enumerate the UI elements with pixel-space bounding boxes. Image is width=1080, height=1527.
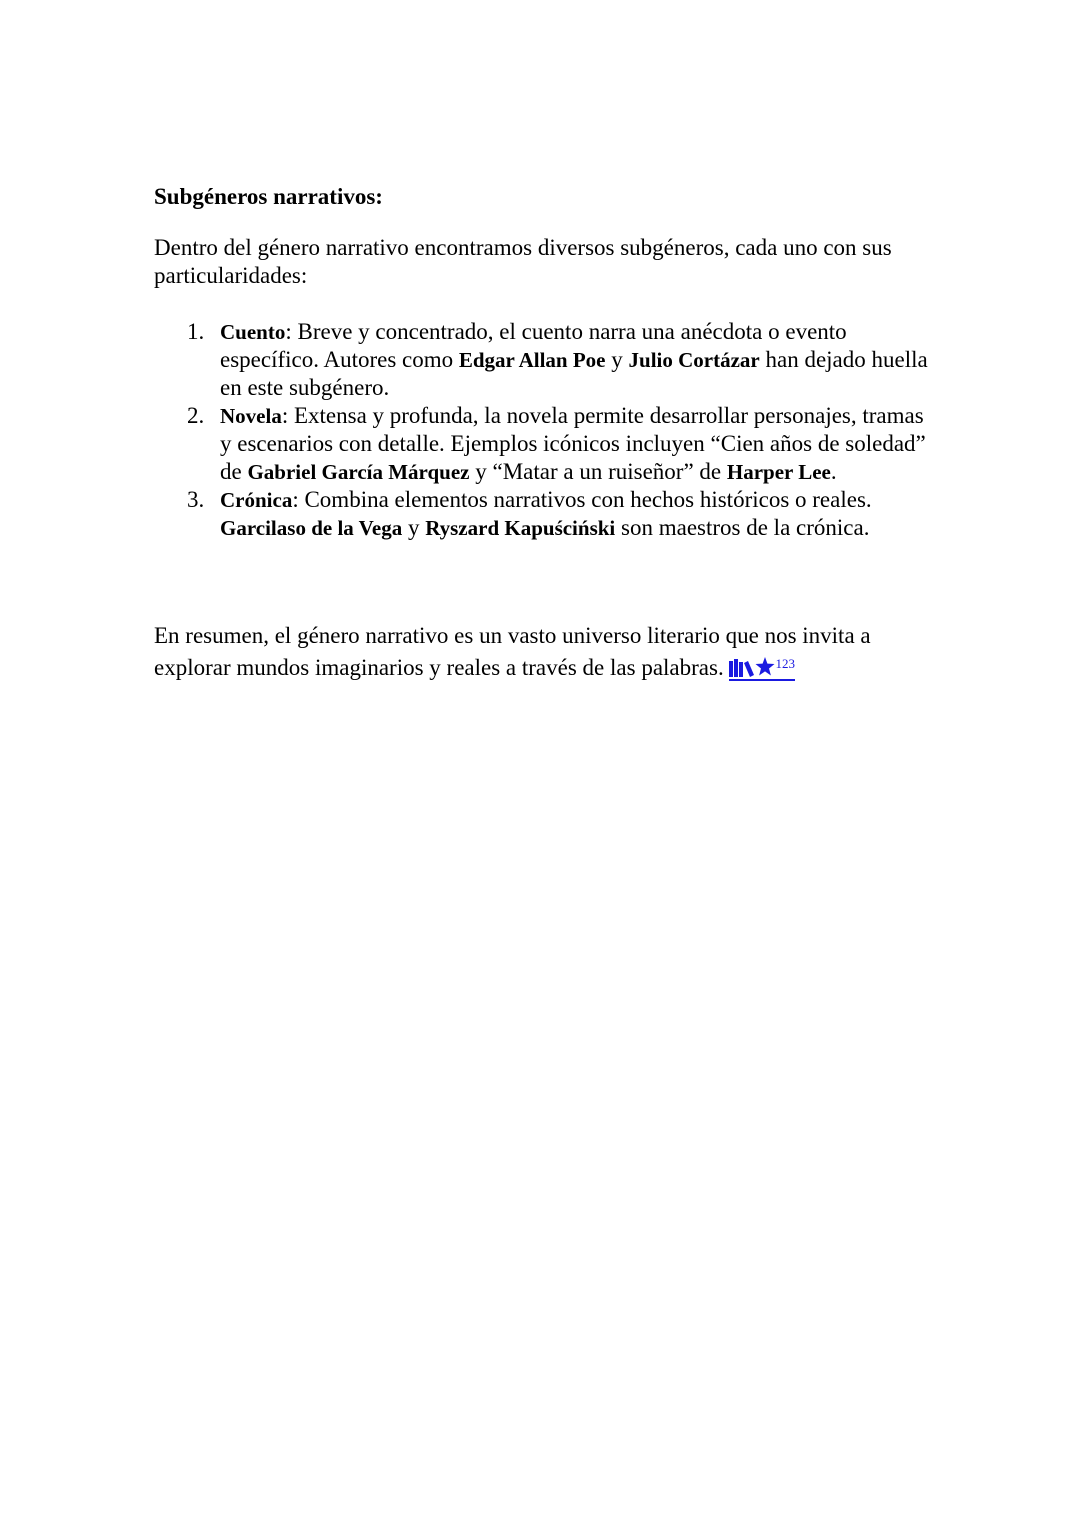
author-name: Julio Cortázar [628, 348, 760, 372]
term-novela: Novela [220, 404, 282, 428]
summary-paragraph [154, 620, 934, 684]
summary-text: En resumen, el género narrativo es un vasto universo literario que nos invita a explorar mundos imaginarios y reales a través de las palabras. [154, 623, 871, 680]
subgenre-list [154, 318, 934, 542]
author-name: Garcilaso de la Vega [220, 516, 403, 540]
author-name: Gabriel García Márquez [247, 460, 470, 484]
author-name: Edgar Allan Poe [458, 348, 606, 372]
item-text: : Extensa y profunda, la novela permite desarrollar personajes, tramas y escenarios con detalle. Ejemplos icónicos incluyen “Cien años de soledad” de [220, 403, 926, 484]
item-text: : Combina elementos narrativos con hechos históricos o reales. [292, 487, 872, 512]
term-cuento: Cuento [220, 320, 286, 344]
list-item-cronica [154, 486, 934, 542]
item-text: y “Matar a un ruiseñor” de [469, 459, 727, 484]
item-text: y [402, 515, 426, 540]
item-text: han dejado huella en este subgénero. [220, 347, 928, 400]
term-cronica: Crónica [220, 488, 293, 512]
section-heading: Subgéneros narrativos: [154, 184, 383, 209]
item-text: : Breve y concentrado, el cuento narra una anécdota o evento específico. Autores como [220, 319, 847, 372]
item-text: y [605, 347, 629, 372]
books-icon [729, 659, 755, 677]
item-text: . [830, 459, 837, 484]
author-name: Harper Lee [726, 460, 831, 484]
list-item-cuento [154, 318, 934, 402]
list-item-novela [154, 402, 934, 486]
list-number: 1. [187, 319, 205, 344]
list-number: 3. [187, 487, 205, 512]
reference-superscript: 123 [775, 656, 795, 671]
star-icon [755, 657, 775, 677]
intro-paragraph: Dentro del género narrativo encontramos diversos subgéneros, cada uno con sus particularidades: [154, 235, 892, 288]
author-name: Ryszard Kapuściński [425, 516, 616, 540]
list-number: 2. [187, 403, 205, 428]
item-text: son maestros de la crónica. [615, 515, 870, 540]
reference-link[interactable] [729, 654, 795, 681]
document-page [154, 182, 934, 684]
